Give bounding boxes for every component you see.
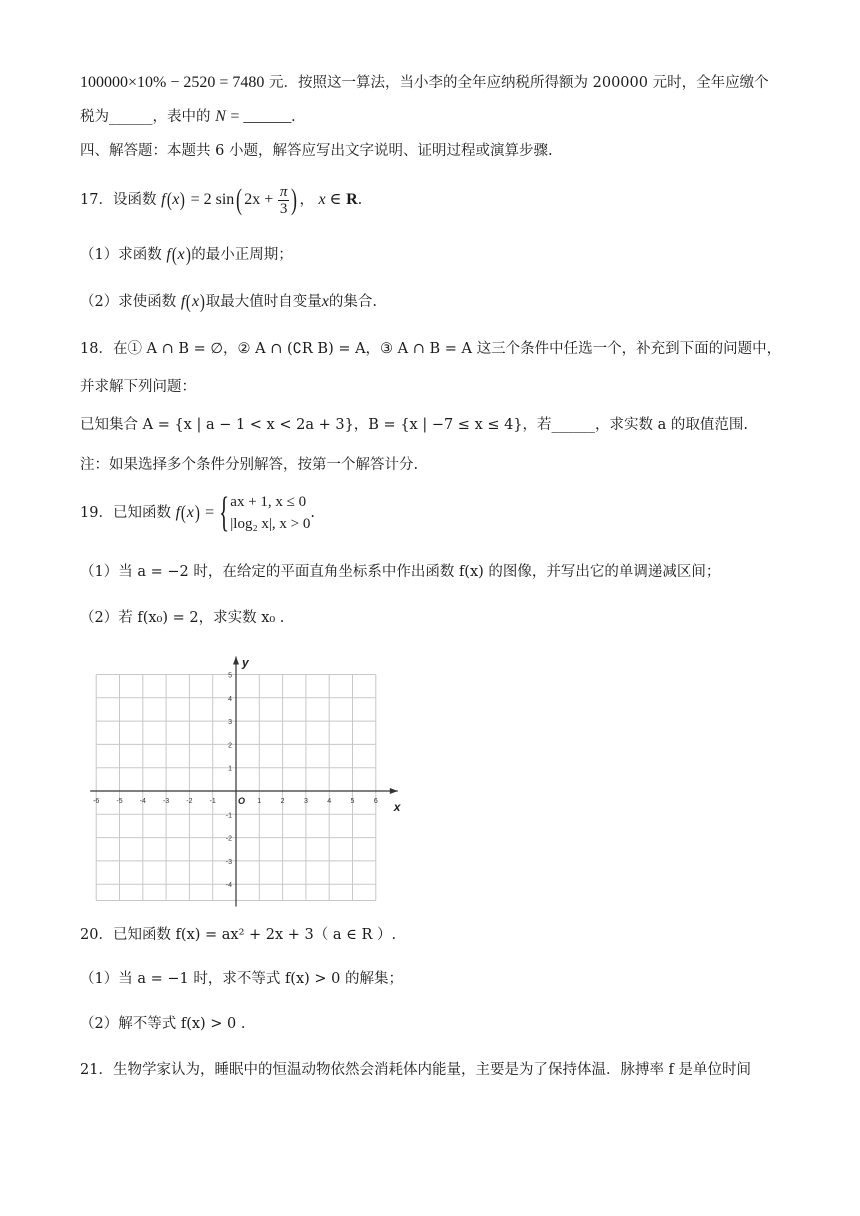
q19-cases xyxy=(230,491,310,535)
q18-line-4: 注：如果选择多个条件分别解答，按第一个解答计分. xyxy=(80,457,419,473)
q19-x: x xyxy=(186,504,194,521)
x-tick-label: -1 xyxy=(209,798,216,805)
intro-line-1 xyxy=(80,72,769,94)
coordinate-grid xyxy=(0,648,860,908)
brace-icon: { xyxy=(219,490,230,536)
paren-left: ( xyxy=(180,502,186,524)
y-tick-label: -2 xyxy=(225,835,232,843)
q18-line-2: 并求解下列问题： xyxy=(80,379,196,395)
paren-right: ) xyxy=(180,189,186,211)
q17-p1-b: 的最小正周期； xyxy=(191,247,293,263)
x-tick-label: -3 xyxy=(162,798,170,805)
big-paren-left: ( xyxy=(236,183,243,216)
q19-f: f xyxy=(175,504,181,521)
q17-p1-f: f xyxy=(166,246,171,263)
q17-p2-b: 取最大值时自变量 xyxy=(205,294,322,310)
q17-p2-f: f xyxy=(180,293,186,310)
section-heading: 四、解答题：本题共 6 小题，解答应写出文字说明、证明过程或演算步骤. xyxy=(80,143,553,159)
x-axis-label: x xyxy=(393,800,401,814)
y-tick-label: -3 xyxy=(225,858,232,866)
big-paren-right: ) xyxy=(291,183,298,216)
q17-p1-x: x xyxy=(177,246,185,263)
y-axis-arrow-icon xyxy=(233,657,239,665)
q21-statement: 21．生物学家认为，睡眠中的恒温动物依然会消耗体内能量，主要是为了保持体温．脉搏率 f 是单位时间 xyxy=(80,1062,752,1078)
x-tick-label: -6 xyxy=(93,798,100,805)
q17-inner: 2x + xyxy=(244,191,274,208)
x-tick-label: 3 xyxy=(303,798,308,805)
y-tick-label: 3 xyxy=(228,719,232,727)
variable-N: N xyxy=(215,108,226,125)
y-tick-label: 1 xyxy=(228,765,232,773)
q17-eq: = 2 sin xyxy=(190,191,235,208)
y-tick-label: 2 xyxy=(228,742,232,750)
x-tick-label: -5 xyxy=(116,798,123,805)
x-tick-label: 1 xyxy=(257,798,262,805)
q17-p2-x2: x xyxy=(321,293,329,310)
q20-part2: （2）解不等式 f(x) > 0 . xyxy=(80,1016,246,1032)
q18-line-3: 已知集合 A = {x | a − 1 < x < 2a + 3}，B = {x | −7 ≤ x ≤ 4}，若______，求实数 a 的取值范围. xyxy=(80,417,749,433)
q17-p1-a: （1）求函数 xyxy=(80,247,162,263)
x-tick-label: 6 xyxy=(373,798,378,805)
x-tick-label: 5 xyxy=(350,798,355,805)
q19-case-1: ax + 1, x ≤ 0 xyxy=(230,494,307,510)
q17-p2-a: （2）求使函数 xyxy=(80,294,177,310)
y-tick-label: -4 xyxy=(225,882,232,890)
pi-over-3 xyxy=(278,184,290,217)
q19-case-2: |log₂ x|, x > 0 xyxy=(230,516,311,532)
q19-part2: （2）若 f(x₀) = 2，求实数 x₀ . xyxy=(80,610,285,626)
q17-number: 17．设函数 xyxy=(80,192,157,208)
q19-statement xyxy=(80,488,315,538)
paren-right: ) xyxy=(194,502,200,524)
q17-f: f xyxy=(161,191,166,208)
q17-p2-c: 的集合. xyxy=(328,294,377,310)
x-tick-label: -2 xyxy=(186,798,193,805)
q17-domain: x ∈ xyxy=(318,191,342,208)
intro-line-2-b: = ______. xyxy=(230,108,296,125)
y-tick-label: 5 xyxy=(228,672,232,680)
q19-eq: = xyxy=(205,504,215,521)
intro-line-2 xyxy=(80,106,295,128)
intro-line-1-text: 元．按照这一算法，当小李的全年应纳税所得额为 200000 元时，全年应缴个 xyxy=(269,75,769,91)
q17-part2 xyxy=(80,291,377,313)
q19-number: 19．已知函数 xyxy=(80,505,171,521)
q17-p2-x: x xyxy=(191,293,200,310)
origin-label: O xyxy=(238,796,246,806)
q17-statement xyxy=(80,180,362,220)
q18-line-1: 18．在① A ∩ B = ∅，② A ∩ (∁R B) = A，③ A ∩ B = A 这三个条件中任选一个，补充到下面的问题中， xyxy=(80,341,782,357)
q17-part1 xyxy=(80,244,293,266)
paren-right: ) xyxy=(199,291,205,313)
q17-x: x xyxy=(172,191,180,208)
tick-labels xyxy=(93,656,402,890)
x-tick-label: -4 xyxy=(139,798,146,805)
y-axis-label: y xyxy=(242,655,249,670)
x-axis-arrow-icon xyxy=(390,788,398,794)
q19-part1: （1）当 a = −2 时，在给定的平面直角坐标系中作出函数 f(x) 的图像，并写出它的单调递减区间； xyxy=(80,564,721,580)
paren-left: ( xyxy=(186,291,192,313)
y-tick-label: 4 xyxy=(228,695,232,703)
q20-statement: 20．已知函数 f(x) = ax² + 2x + 3（ a ∈ R ）. xyxy=(80,927,397,943)
tax-formula: 100000×10% − 2520 = 7480 xyxy=(80,74,265,91)
paren-left: ( xyxy=(166,189,172,211)
intro-line-2-a: 税为______，表中的 xyxy=(80,109,211,125)
q20-part1: （1）当 a = −1 时，求不等式 f(x) > 0 的解集； xyxy=(80,971,403,987)
x-tick-label: 2 xyxy=(280,798,285,805)
q17-R: R xyxy=(346,191,358,208)
q17-comma: ， xyxy=(299,192,314,208)
q19-end: . xyxy=(310,505,316,521)
paren-left: ( xyxy=(171,244,177,266)
axes xyxy=(90,657,398,907)
x-tick-label: 4 xyxy=(327,798,332,805)
y-tick-label: -1 xyxy=(225,812,232,820)
paren-right: ) xyxy=(185,244,191,266)
q17-end: . xyxy=(357,192,363,208)
frac-den: 3 xyxy=(279,200,288,217)
frac-num: π xyxy=(279,183,288,200)
